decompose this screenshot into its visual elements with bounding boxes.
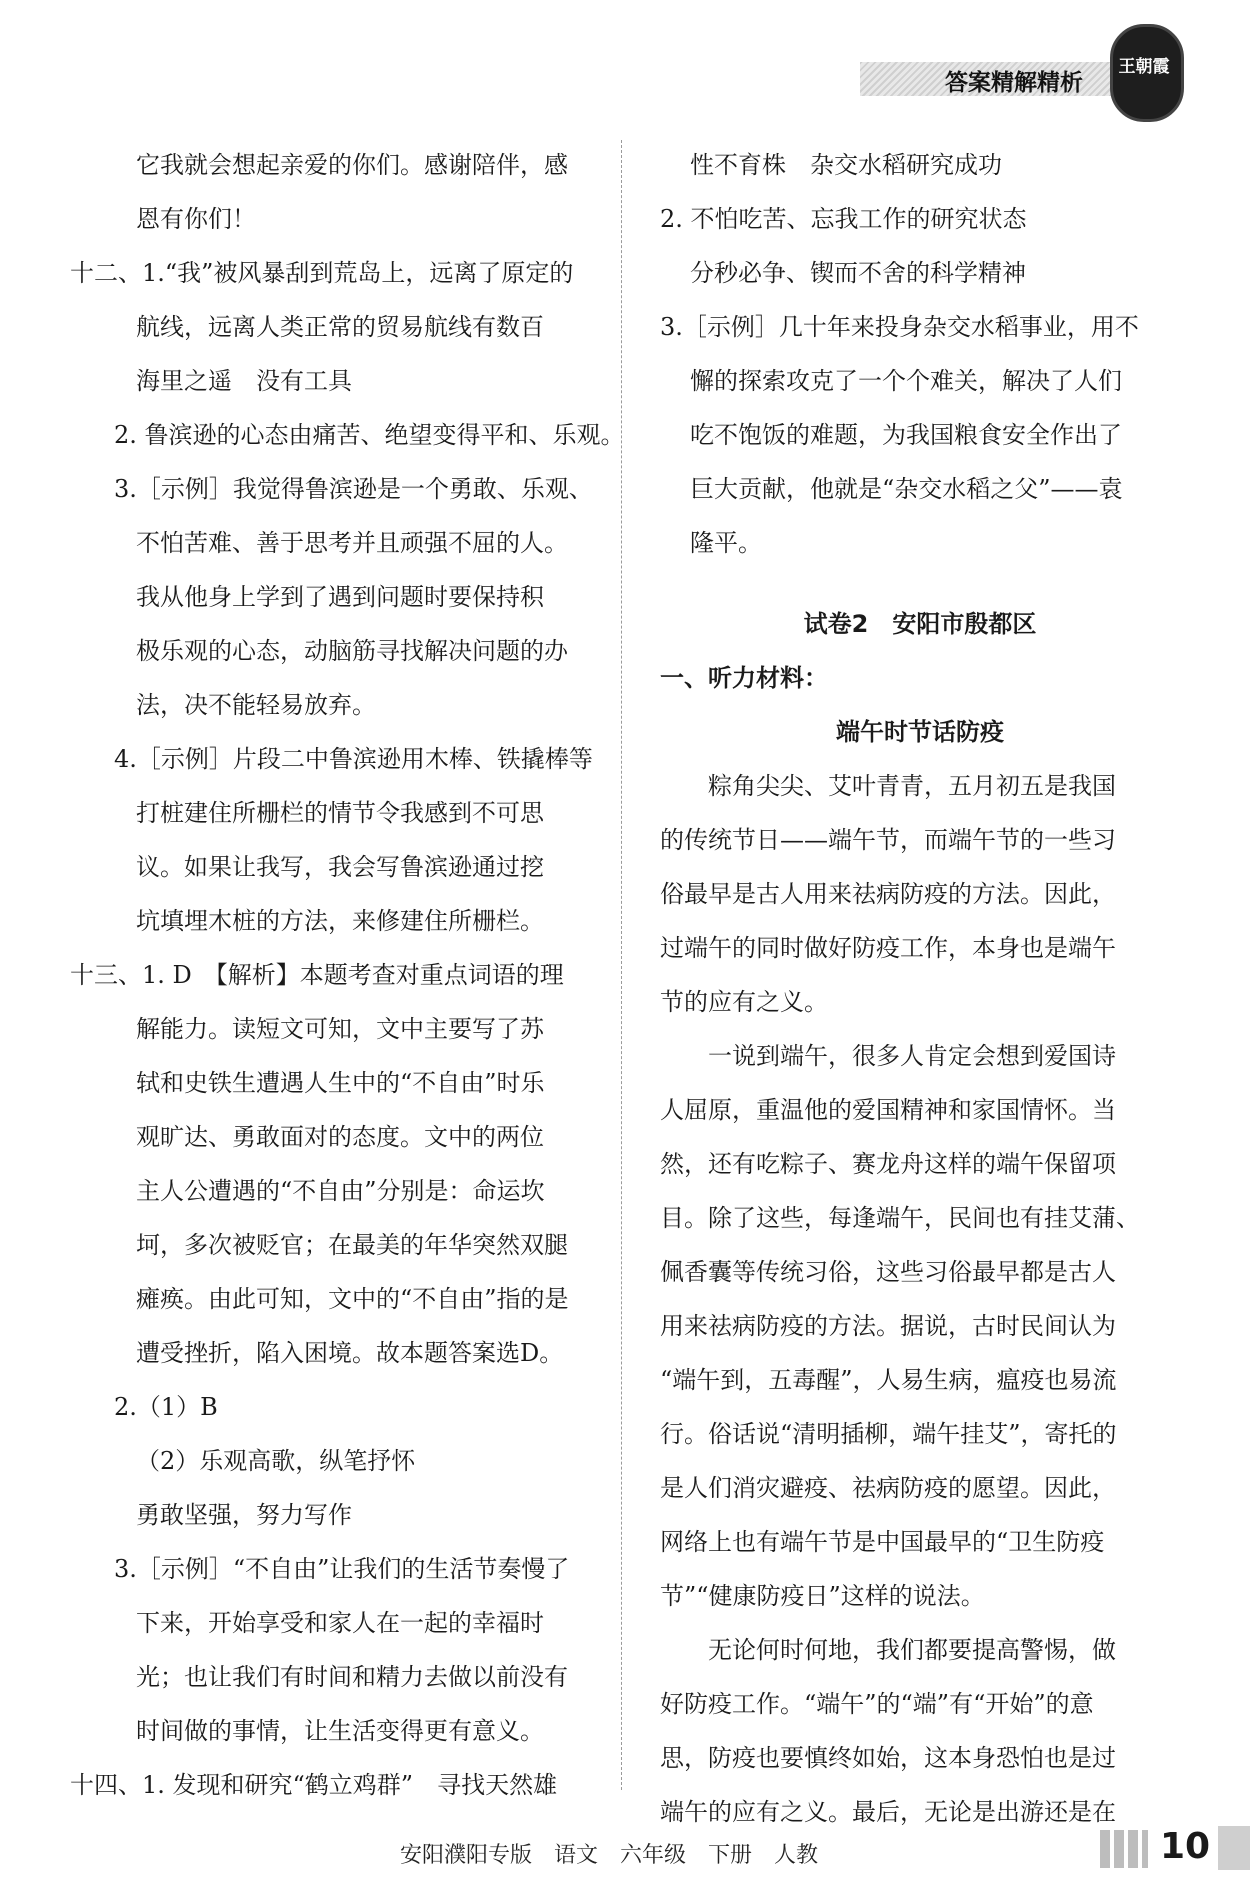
text-line: 勇敢坚强，努力写作 [136,1501,352,1529]
text-line: 是人们消灾避疫、祛病防疫的愿望。因此， [660,1474,1116,1502]
text-line: 巨大贡献，他就是“杂交水稻之父”——袁 [690,475,1123,503]
text-line: 目。除了这些，每逢端午，民间也有挂艾蒲、 [660,1204,1140,1232]
text-line: 过端午的同时做好防疫工作，本身也是端午 [660,934,1116,962]
text-line: 佩香囊等传统习俗，这些习俗最早都是古人 [660,1258,1116,1286]
text-line: 2. 鲁滨逊的心态由痛苦、绝望变得平和、乐观。 [114,421,625,449]
text-line: 解能力。读短文可知，文中主要写了苏 [136,1015,544,1043]
text-line: 3.［示例］几十年来投身杂交水稻事业，用不 [660,313,1139,341]
text-line: 性不育株 杂交水稻研究成功 [690,151,1002,179]
text-line: 不怕苦难、善于思考并且顽强不屈的人。 [136,529,568,557]
text-line: 4.［示例］片段二中鲁滨逊用木棒、铁撬棒等 [114,745,593,773]
text-line: 分秒必争、锲而不舍的科学精神 [690,259,1026,287]
text-line: 时间做的事情，让生活变得更有意义。 [136,1717,544,1745]
text-line: 3.［示例］“不自由”让我们的生活节奏慢了 [114,1555,570,1583]
left-column [70,138,625,1812]
text-line: 航线，远离人类正常的贸易航线有数百 [136,313,544,341]
text-line: 俗最早是古人用来祛病防疫的方法。因此， [660,880,1116,908]
text-line: （2）乐观高歌，纵笔抒怀 [136,1447,416,1475]
text-line: 节的应有之义。 [660,988,828,1016]
text-line: 坑填埋木桩的方法，来修建住所栅栏。 [136,907,544,935]
text-line: 端午时节话防疫 [836,718,1004,746]
text-line: 海里之遥 没有工具 [136,367,352,395]
text-line: 好防疫工作。“端午”的“端”有“开始”的意 [660,1690,1094,1718]
text-line: 十二、1.“我”被风暴刮到荒岛上，远离了原定的 [70,259,574,287]
text-line: 2. 不怕吃苦、忘我工作的研究状态 [660,205,1027,233]
text-line: 下来，开始享受和家人在一起的幸福时 [136,1609,544,1637]
brand-logo-text: 王朝霞 [1118,57,1170,77]
text-line: 的传统节日——端午节，而端午节的一些习 [660,826,1116,854]
text-line: 隆平。 [690,529,762,557]
text-line: 吃不饱饭的难题，为我国粮食安全作出了 [690,421,1122,449]
text-line: 观旷达、勇敢面对的态度。文中的两位 [136,1123,544,1151]
header-title: 答案精解精析 [945,70,1083,96]
text-line: 3.［示例］我觉得鲁滨逊是一个勇敢、乐观、 [114,475,593,503]
text-line [660,570,1180,597]
text-line: 我从他身上学到了遇到问题时要保持积 [136,583,544,611]
text-line: 思，防疫也要慎终如始，这本身恐怕也是过 [660,1744,1116,1772]
text-line: 轼和史铁生遭遇人生中的“不自由”时乐 [136,1069,545,1097]
text-line: 主人公遭遇的“不自由”分别是：命运坎 [136,1177,545,1205]
text-line: 一说到端午，很多人肯定会想到爱国诗 [708,1042,1116,1070]
page-edge-bar [1218,1826,1250,1870]
footer-edition: 安阳濮阳专版 语文 六年级 下册 人教 [400,1843,819,1868]
text-line: 十三、1. D 【解析】本题考查对重点词语的理 [70,961,564,989]
text-line: 网络上也有端午节是中国最早的“卫生防疫 [660,1528,1105,1556]
right-column [660,138,1180,1839]
text-line: 用来祛病防疫的方法。据说，古时民间认为 [660,1312,1116,1340]
text-line: 2.（1）B [114,1393,218,1421]
text-line: 无论何时何地，我们都要提高警惕，做 [708,1636,1116,1664]
text-line: 然，还有吃粽子、赛龙舟这样的端午保留项 [660,1150,1116,1178]
text-line: 试卷2 安阳市殷都区 [803,610,1037,638]
text-line: 极乐观的心态，动脑筋寻找解决问题的办 [136,637,568,665]
text-line: 恩有你们！ [136,205,256,233]
page-number: 10 [1160,1826,1211,1867]
text-line: 懈的探索攻克了一个个难关，解决了人们 [690,367,1122,395]
text-line: 粽角尖尖、艾叶青青，五月初五是我国 [708,772,1116,800]
text-line: 十四、1. 发现和研究“鹤立鸡群” 寻找天然雄 [70,1771,558,1799]
text-line: 节”“健康防疫日”这样的说法。 [660,1582,985,1610]
text-line: 遭受挫折，陷入困境。故本题答案选D。 [136,1339,564,1367]
text-line: 瘫痪。由此可知，文中的“不自由”指的是 [136,1285,569,1313]
text-line: 端午的应有之义。最后，无论是出游还是在 [660,1798,1116,1826]
text-line: 议。如果让我写，我会写鲁滨逊通过挖 [136,853,544,881]
text-line: 它我就会想起亲爱的你们。感谢陪伴，感 [136,151,568,179]
text-line: 法，决不能轻易放弃。 [136,691,376,719]
page-decoration [1100,1830,1148,1868]
text-line: 一、听力材料： [660,664,828,692]
text-line: 行。俗话说“清明插柳，端午挂艾”，寄托的 [660,1420,1117,1448]
text-line: 光；也让我们有时间和精力去做以前没有 [136,1663,568,1691]
text-line: 人屈原，重温他的爱国精神和家国情怀。当 [660,1096,1116,1124]
text-line: “端午到，五毒醒”，人易生病，瘟疫也易流 [660,1366,1117,1394]
text-line: 打桩建住所栅栏的情节令我感到不可思 [136,799,544,827]
column-divider [621,140,622,1790]
text-line: 坷，多次被贬官；在最美的年华突然双腿 [136,1231,568,1259]
